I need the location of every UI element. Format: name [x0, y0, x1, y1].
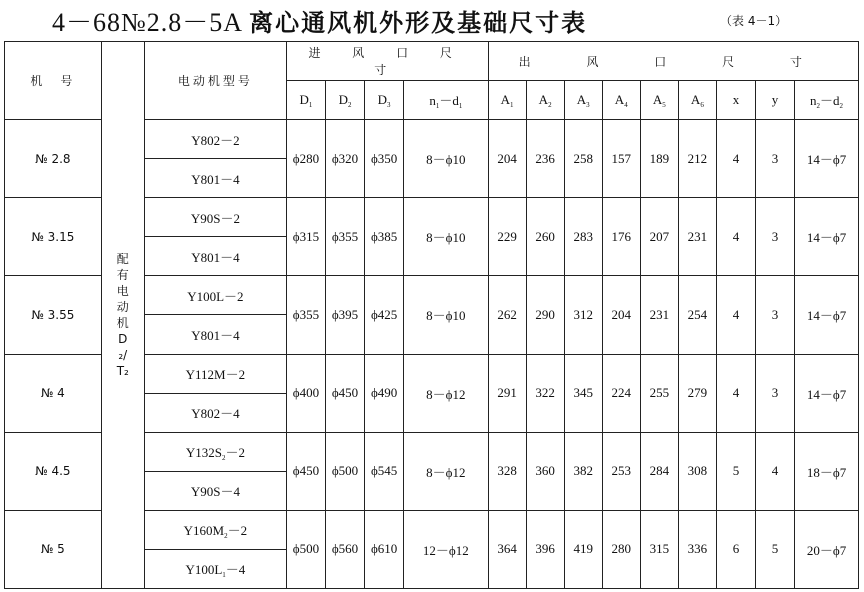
value-cell: 4: [716, 354, 755, 432]
value-cell: 364: [488, 510, 526, 588]
value-cell: 3: [756, 120, 795, 198]
value-cell: 4: [716, 120, 755, 198]
value-cell: 212: [678, 120, 716, 198]
value-cell: 229: [488, 198, 526, 276]
value-cell: 8－ϕ12: [404, 354, 488, 432]
value-cell: 14－ϕ7: [795, 198, 859, 276]
value-cell: 236: [526, 120, 564, 198]
header-col-8: $A_5$: [640, 81, 678, 120]
value-cell: 224: [602, 354, 640, 432]
value-cell: 18－ϕ7: [795, 432, 859, 510]
value-cell: 8－ϕ10: [404, 276, 488, 354]
value-cell: ϕ545: [365, 432, 404, 510]
value-cell: ϕ385: [365, 198, 404, 276]
value-cell: 419: [564, 510, 602, 588]
title-text: 离心通风机外形及基础尺寸表: [249, 9, 588, 37]
header-col-12: $n_2-d_2$: [795, 81, 859, 120]
value-cell: ϕ490: [365, 354, 404, 432]
value-cell: 14－ϕ7: [795, 120, 859, 198]
header-col-6: $A_3$: [564, 81, 602, 120]
table-title: [0, 0, 864, 40]
motor-model-cell: Y801－4: [144, 237, 286, 276]
value-cell: 312: [564, 276, 602, 354]
motor-model-cell: $Y100L_1-4$: [144, 549, 286, 588]
value-cell: 260: [526, 198, 564, 276]
value-cell: 157: [602, 120, 640, 198]
value-cell: 396: [526, 510, 564, 588]
header-col-0: $D_1$: [286, 81, 325, 120]
value-cell: 4: [716, 276, 755, 354]
title-model-code: 4－68№2.8－5A: [52, 8, 242, 37]
motor-model-cell: Y100L－2: [144, 276, 286, 315]
value-cell: 8－ϕ10: [404, 120, 488, 198]
value-cell: 290: [526, 276, 564, 354]
value-cell: 5: [756, 510, 795, 588]
value-cell: 204: [488, 120, 526, 198]
motor-model-cell: Y801－4: [144, 159, 286, 198]
header-col-3: $n_1-d_1$: [404, 81, 488, 120]
value-cell: 360: [526, 432, 564, 510]
motor-spec-label: 配有电动机D₂/T₂: [116, 252, 129, 378]
value-cell: 231: [640, 276, 678, 354]
motor-model-cell: Y802－2: [144, 120, 286, 159]
value-cell: 8－ϕ10: [404, 198, 488, 276]
value-cell: 8－ϕ12: [404, 432, 488, 510]
value-cell: 382: [564, 432, 602, 510]
value-cell: 176: [602, 198, 640, 276]
spec-table: [4, 41, 859, 589]
value-cell: 345: [564, 354, 602, 432]
value-cell: 3: [756, 198, 795, 276]
header-col-7: $A_4$: [602, 81, 640, 120]
header-col-1: $D_2$: [325, 81, 364, 120]
header-col-2: $D_3$: [365, 81, 404, 120]
value-cell: 3: [756, 354, 795, 432]
value-cell: 231: [678, 198, 716, 276]
value-cell: ϕ500: [286, 510, 325, 588]
motor-model-cell: Y112M－2: [144, 354, 286, 393]
machine-no-cell: № 4.5: [5, 432, 102, 510]
value-cell: ϕ315: [286, 198, 325, 276]
value-cell: 14－ϕ7: [795, 276, 859, 354]
value-cell: 253: [602, 432, 640, 510]
header-col-4: $A_1$: [488, 81, 526, 120]
header-col-9: $A_6$: [678, 81, 716, 120]
motor-model-cell: Y90S－2: [144, 198, 286, 237]
value-cell: ϕ610: [365, 510, 404, 588]
value-cell: 207: [640, 198, 678, 276]
value-cell: 280: [602, 510, 640, 588]
value-cell: ϕ450: [286, 432, 325, 510]
value-cell: 12－ϕ12: [404, 510, 488, 588]
header-row-1: [5, 42, 859, 81]
header-motor-model: 电动机型号: [144, 42, 286, 120]
value-cell: 254: [678, 276, 716, 354]
value-cell: 3: [756, 276, 795, 354]
value-cell: 204: [602, 276, 640, 354]
value-cell: ϕ450: [325, 354, 364, 432]
value-cell: 5: [716, 432, 755, 510]
value-cell: ϕ355: [286, 276, 325, 354]
title-main: [52, 2, 587, 39]
machine-no-cell: № 3.55: [5, 276, 102, 354]
value-cell: 308: [678, 432, 716, 510]
machine-no-cell: № 5: [5, 510, 102, 588]
value-cell: ϕ395: [325, 276, 364, 354]
header-col-5: $A_2$: [526, 81, 564, 120]
value-cell: ϕ500: [325, 432, 364, 510]
value-cell: 284: [640, 432, 678, 510]
value-cell: 255: [640, 354, 678, 432]
value-cell: 189: [640, 120, 678, 198]
value-cell: 283: [564, 198, 602, 276]
value-cell: 328: [488, 432, 526, 510]
value-cell: ϕ425: [365, 276, 404, 354]
header-motor-spec: [101, 42, 144, 589]
value-cell: 336: [678, 510, 716, 588]
machine-no-cell: № 3.15: [5, 198, 102, 276]
value-cell: 322: [526, 354, 564, 432]
value-cell: ϕ400: [286, 354, 325, 432]
value-cell: ϕ350: [365, 120, 404, 198]
value-cell: 20－ϕ7: [795, 510, 859, 588]
header-machine-no: 机 号: [5, 42, 102, 120]
header-inlet: 进 风 口 尺 寸: [286, 42, 488, 81]
motor-model-cell: $Y160M_2-2$: [144, 510, 286, 549]
value-cell: ϕ320: [325, 120, 364, 198]
value-cell: ϕ280: [286, 120, 325, 198]
motor-model-cell: Y90S－4: [144, 471, 286, 510]
header-col-10: x: [716, 81, 755, 120]
value-cell: 4: [716, 198, 755, 276]
value-cell: 315: [640, 510, 678, 588]
value-cell: 291: [488, 354, 526, 432]
motor-model-cell: Y802－4: [144, 393, 286, 432]
value-cell: ϕ560: [325, 510, 364, 588]
motor-model-cell: Y801－4: [144, 315, 286, 354]
value-cell: 14－ϕ7: [795, 354, 859, 432]
value-cell: 262: [488, 276, 526, 354]
motor-model-cell: $Y132S_2-2$: [144, 432, 286, 471]
value-cell: 4: [756, 432, 795, 510]
value-cell: 6: [716, 510, 755, 588]
header-outlet: 出 风 口 尺 寸: [488, 42, 858, 81]
machine-no-cell: № 4: [5, 354, 102, 432]
value-cell: ϕ355: [325, 198, 364, 276]
value-cell: 258: [564, 120, 602, 198]
title-tag: （表 4－1）: [720, 14, 788, 28]
machine-no-cell: № 2.8: [5, 120, 102, 198]
header-col-11: y: [756, 81, 795, 120]
value-cell: 279: [678, 354, 716, 432]
